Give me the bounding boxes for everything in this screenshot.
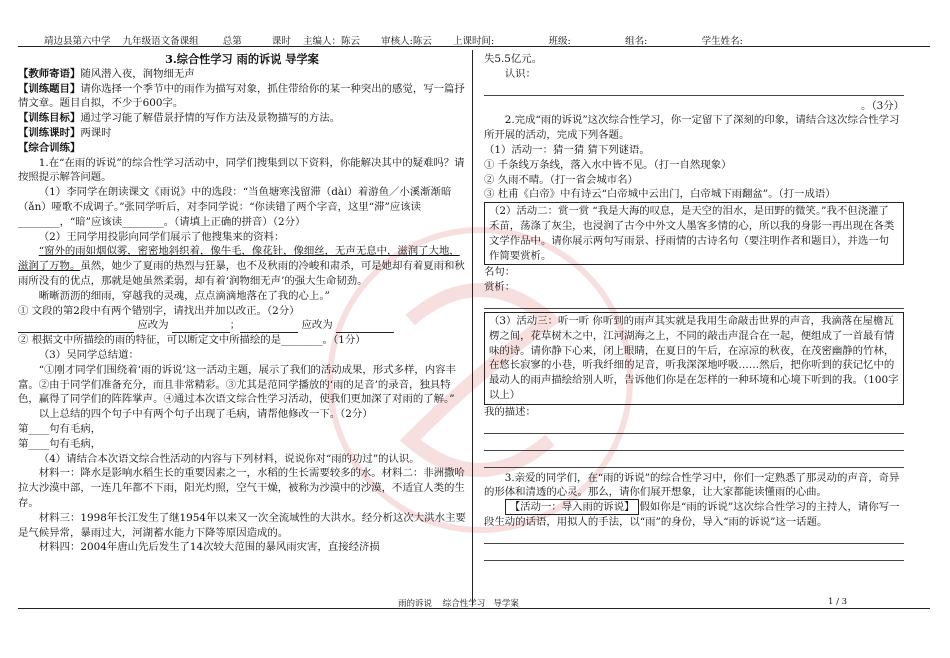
footer-text: 雨的诉说 综合性学习 导学案 <box>398 599 519 609</box>
material-4: 材料四：2004年唐山先后发生了14次较大范围的暴风雨灾害，直接经济损 <box>38 541 380 554</box>
riddle-1: ① 千条线万条线，落入水中皆不见。（打一自然现象） <box>484 158 732 171</box>
question-1-1: （1）李同学在朗读课文《雨说》中的选段：“当鱼塘寒浅留滞（dài）着游鱼／小溪渐渐暗（ǎn）哑歌不成调子。”张同学听后，对李同学说：“你读错了两个字音，这里“滞”应该读________，“暗”应该读________。（请填上正确的拼音）（2分） <box>18 186 452 228</box>
question-1-2: （2）王同学用投影向同学们展示了他搜集来的资料： <box>38 230 285 243</box>
question-1-4: （4）请结合本次语文综合性活动的内容与下列材料，说说你对“雨的功过”的认识。 <box>38 452 420 465</box>
question-1-intro: 1.在“在雨的诉说”的综合性学习活动中，同学们搜集到以下资料，你能解决其中的疑难吗？请按照提示解答问题。 <box>18 156 465 184</box>
page-number: 1 / 3 <box>828 597 848 607</box>
material-3: 材料三：1998年长江发生了继1954年以来又一次全流域性的大洪水。经分析这次大洪水主要是气候异常，暴雨过大，河湖蓄水能力下降等原因造成的。 <box>18 511 466 539</box>
summary-text: “①刚才同学们围绕着‘雨的诉说’这一活动主题，展示了我们的活动成果，形式多样，内容丰富。②由于同学们准备充分，而且非常精彩。③尤其是范同学播放的‘雨的足音’的录音，独具特色，赢得了同学们的阵阵掌声。④通过本次语文综合性学习活动，使我们更加深了对雨的了解。” <box>18 363 456 406</box>
activity-3: （3）活动三：听一听 你听到的雨声其实就是我用生命敲击世界的声音，我滴落在屋檐瓦楞之间，花草树木之中，江河湖海之上，不同的敲击声混合在一起，便组成了一首最有情味的诗。请你静下心来，闭上眼睛，在夏日的午后，在凉凉的秋夜，在茂密幽静的竹林，在悠长寂寥的小巷，听我纤细的足音，听我深深地呼吸……然后，把你听到的获记忆中的最动人的雨声描绘给别人听，告诉他们你是在怎样的一种环境和心境下听到的我。（100字以上） <box>484 312 904 405</box>
question-a: ① 文段的第2段中有两个错别字，请找出并加以改正。（2分） <box>18 304 300 317</box>
score-note: 。（3分） <box>861 99 904 112</box>
header-rule <box>18 46 930 47</box>
training-topic: 【训练题目】请你选择一个季节中的雨作为描写对象，抓住带给你的某一种突出的感觉，写一篇抒情文章。题目自拟，不少于600字。 <box>18 82 465 110</box>
training-hours: 【训练课时】两课时 <box>18 126 112 139</box>
answer-line[interactable] <box>484 547 904 561</box>
section-heading: 【综合训练】 <box>18 141 81 154</box>
footer-rule <box>18 608 930 609</box>
material-1-2: 材料一：降水是影响水稻生长的重要因素之一，水稻的生长需要较多的水。材料二：非洲撒哈拉大沙漠中部，一连几年都不下雨，阳光灼照，空气干燥，被称为沙漠中的沙漠，不适宜人类的生存。 <box>18 467 465 509</box>
right-column <box>484 52 904 564</box>
quoted-passage: “窗外的雨如烟似雾，密密地斜织着，像牛毛，像花针，像细丝，无声无息中，滋润了大地，滋润了万物。虽然，她少了夏雨的热烈与狂暴，也不及秋雨的冷峻和肃杀，可是她却有着夏雨和秋雨所没有的优点，那就是她虽然柔弱，却有着‘润物细无声’的强大生命韧劲。 <box>18 245 465 287</box>
fix-line-2: 第____句有毛病， <box>18 437 102 450</box>
activity-2: （2）活动二：赏一赏 “我是大海的叹息，是天空的泪水，是田野的微笑。”我不但浇灌了禾苗，荡涤了灰尘，也浸润了古今中外文人墨客多情的心，所以我的身影一再出现在各类文学作品中。请你展示两句写雨景、抒雨情的古诗名句（要注明作者和题目），并选一句作简要赏析。 <box>484 202 904 265</box>
answer-line[interactable] <box>484 420 904 434</box>
training-goal: 【训练目标】通过学习能了解借景抒情的写作方法及景物描写的方法。 <box>18 112 341 125</box>
question-2: 2.完成“雨的诉说”这次综合性学习，你一定留下了深刻的印象，请结合这次综合性学习所开展的活动，完成下列各题。 <box>484 114 900 142</box>
analysis-label: 赏析： <box>484 281 516 294</box>
fix-line-1: 第____句有毛病， <box>18 422 102 435</box>
recognition-label: 认识： <box>504 67 536 80</box>
quoted-passage-2: 晰晰沥沥的细雨，穿越我的灵魂，点点滴滴地落在了我的心上。” <box>38 289 330 302</box>
answer-line[interactable] <box>484 437 904 451</box>
activity-1: （1）活动一：猜一猜 猜下列谜语。 <box>484 143 650 156</box>
question-a-answer: 应改为 ； 应改为 <box>18 318 466 333</box>
answer-line[interactable] <box>484 454 904 468</box>
answer-line[interactable] <box>484 82 904 96</box>
teacher-message: 【教师寄语】随风潜入夜，润物细无声 <box>18 67 195 80</box>
description-label: 我的描述： <box>484 405 536 418</box>
summary-ask: 以上总结的四个句子中有两个句子出现了毛病，请帮他修改一下。（2分） <box>38 408 373 421</box>
page-header: 靖边县第六中学 九年级语文备课组 总第 课时 主编人：陈云 审核人:陈云 上课时间: 班级: 组名: 学生姓名: <box>44 36 743 47</box>
material-4-cont: 失5.5亿元。 <box>484 53 543 65</box>
answer-line[interactable] <box>484 530 904 544</box>
column-divider <box>472 50 473 605</box>
question-1-3: （3）吴同学总结道： <box>38 348 139 361</box>
riddle-2: ② 久雨不晴。（打一省会城市名） <box>484 173 638 186</box>
question-3: 3.亲爱的同学们，在“雨的诉说”的综合性学习中，你们一定熟悉了那灵动的声音，奇异的形体和清透的心灵。那么，请你们展开想象，让大家都能读懂雨的心曲。 <box>484 471 900 499</box>
activity-intro: 【活动一：导入雨的诉说】 假如你是“雨的诉说”这次综合性学习的主持人，请你写一段生动的话语，用拟人的手法，以“雨”的身份，导入“雨的诉说”这一话题。 <box>484 501 900 528</box>
left-column <box>18 52 466 555</box>
riddle-3: ③ 杜甫《白帝》中有诗云“白帝城中云出门，白帝城下雨翻盆”。（打一成语） <box>484 188 836 201</box>
lesson-title: 3.综合性学习 雨的诉说 导学案 <box>165 52 319 66</box>
answer-line[interactable] <box>484 295 904 309</box>
famous-lines-label: 名句： <box>484 266 516 279</box>
question-b: ② 根据文中所描绘的雨的特征，可以断定文中所描绘的是________。（1分） <box>18 334 366 347</box>
